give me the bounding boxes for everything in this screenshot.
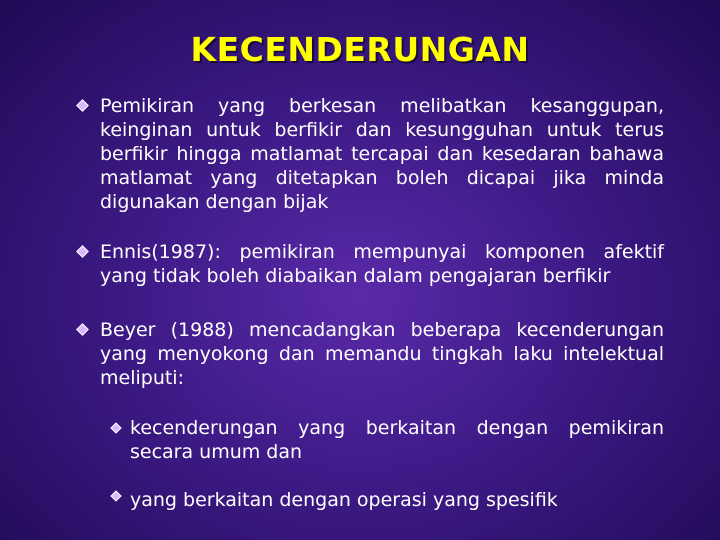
- bullet-text-3: Beyer (1988) mencadangkan beberapa kecenderungan yang menyokong dan memandu tingkah laku intelektual meliputi:: [100, 319, 664, 389]
- sub-bullet-text-2: yang berkaitan dengan operasi yang spesifik: [130, 489, 558, 511]
- bullet-text-2: Ennis(1987): pemikiran mempunyai komponen afektif yang tidak boleh diabaikan dalam pengajaran berfikir: [100, 241, 664, 287]
- bullet-text-1: Pemikiran yang berkesan melibatkan kesanggupan, keinginan untuk berfikir dan kesungguhan untuk terus berfikir hingga matlamat tercapai dan kesedaran bahawa matlamat yang ditetapkan boleh dicapai jika minda digunakan dengan bijak: [100, 95, 664, 213]
- bullet-diamond-icon: [76, 99, 89, 112]
- bullet-diamond-icon: [76, 245, 89, 258]
- slide-title: KECENDERUNGAN: [190, 30, 530, 69]
- bullet-diamond-icon: [76, 323, 89, 336]
- sub-bullet-diamond-icon: [110, 422, 121, 433]
- sub-bullet-text-1: kecenderungan yang berkaitan dengan pemikiran secara umum dan: [130, 417, 664, 463]
- sub-bullet-diamond-icon: [110, 490, 121, 501]
